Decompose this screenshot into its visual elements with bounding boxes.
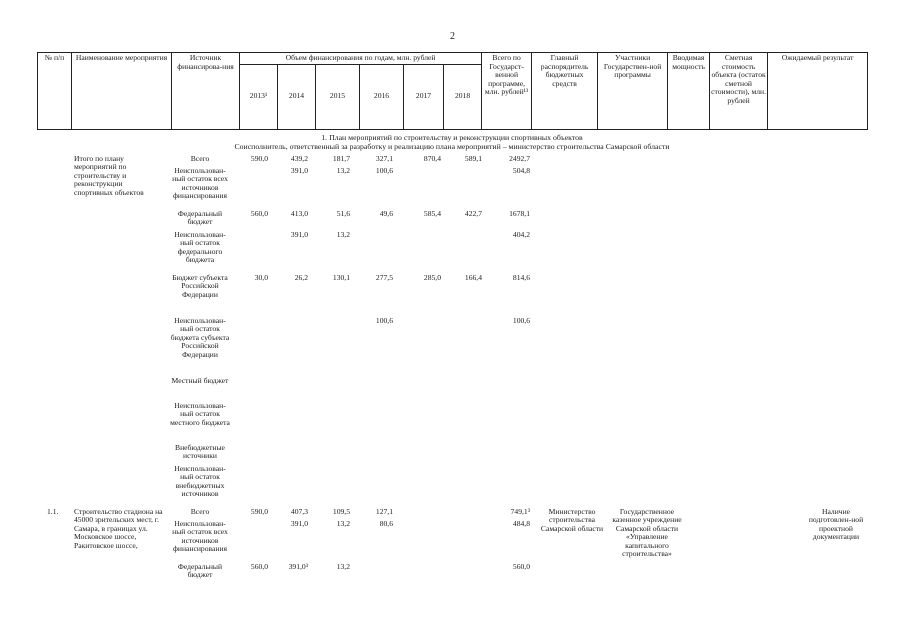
value-y2014: 413,0	[290, 209, 308, 218]
value-y2016: 100,6	[375, 316, 393, 325]
value-y2018: 166,4	[464, 273, 482, 282]
year-header: 2014	[278, 64, 316, 129]
funding-source: Неиспользован-ный остаток федерального бюджета	[174, 230, 226, 265]
value-total: 404,2	[512, 230, 530, 239]
total-label: Итого по плану мероприятий по строительству и реконструкции спортивных объектов	[74, 154, 144, 197]
value-y2015: 109,5	[332, 507, 350, 516]
value-total: 484,8	[512, 519, 530, 528]
funding-source: Федеральный бюджет	[177, 562, 223, 580]
value-y2015: 13,2	[336, 166, 350, 175]
value-y2015: 13,2	[336, 230, 350, 239]
value-y2015: 13,2	[336, 562, 350, 571]
value-y2016: 277,5	[375, 273, 393, 282]
col-result-header: Ожидаемый результат	[768, 53, 868, 130]
value-y2017: 285,0	[423, 273, 441, 282]
value-y2015: 181,7	[332, 154, 350, 163]
value-y2015: 130,1	[332, 273, 350, 282]
funding-source: Неиспользован-ный остаток местного бюджета	[170, 401, 230, 427]
col-source-header: Источник финансирова-ния	[172, 53, 240, 130]
item-admin: Министерство строительства Самарской области	[540, 507, 604, 533]
value-total: 814,6	[512, 273, 530, 282]
col-cost-header: Сметная стоимость объекта (остаток сметной стоимости), млн. рублей	[710, 53, 768, 130]
col-num-header: № п/п	[38, 53, 72, 130]
col-participants-header: Участники Государствен-ной программы	[598, 53, 668, 130]
funding-source: Внебюджетные источники	[175, 443, 225, 461]
item-name: Строительство стадиона на 45000 зрительских мест, г. Самара, в границах ул. Московское шоссе, Ракитовское шоссе,	[74, 507, 163, 550]
col-admin-header: Главный распорядитель бюджетных средств	[532, 53, 598, 130]
funding-source: Неиспользован-ный остаток всех источников финансирования	[172, 166, 228, 201]
value-y2016: 49,6	[379, 209, 393, 218]
value-y2013: 30,0	[254, 273, 268, 282]
funding-source: Федеральный бюджет	[177, 209, 223, 227]
value-total: 749,1³	[510, 507, 530, 516]
year-header: 2017	[404, 64, 444, 129]
value-y2016: 127,1	[375, 507, 393, 516]
value-y2015: 13,2	[336, 519, 350, 528]
year-header: 2018	[444, 64, 482, 129]
year-header: 2016	[360, 64, 404, 129]
value-y2014: 391,0	[290, 519, 308, 528]
table-header	[37, 52, 868, 130]
value-y2013: 560,0	[250, 209, 268, 218]
col-volume-header: Объем финансирования по годам, млн. рублей	[240, 53, 482, 65]
section-subtitle: Соисполнитель, ответственный за разработку и реализацию плана мероприятий – министерство строительства Самарской области	[234, 142, 670, 151]
year-header: 2015	[316, 64, 360, 129]
col-name-header: Наименование мероприятия	[72, 53, 172, 130]
funding-source: Неиспользован-ный остаток внебюджетных источников	[174, 464, 226, 499]
funding-source: Бюджет субъекта Российской Федерации	[172, 273, 228, 299]
item-participants: Государственное казенное учреждение Самарской области «Управление капитального строительства»	[612, 507, 682, 559]
value-y2016: 327,1	[375, 154, 393, 163]
value-y2014: 26,2	[294, 273, 308, 282]
value-y2014: 407,3	[290, 507, 308, 516]
page-number: 2	[450, 31, 455, 42]
item-result: Наличие подготовлен-ной проектной документации	[808, 507, 864, 542]
value-y2018: 589,1	[464, 154, 482, 163]
value-total: 2492,7	[509, 154, 530, 163]
value-y2018: 422,7	[464, 209, 482, 218]
value-total: 100,6	[512, 316, 530, 325]
value-y2014: 391,0	[290, 230, 308, 239]
value-total: 560,0	[512, 562, 530, 571]
funding-source: Неиспользован-ный остаток бюджета субъекта Российской Федерации	[170, 316, 230, 359]
value-y2014: 439,2	[290, 154, 308, 163]
value-y2017: 585,4	[423, 209, 441, 218]
year-header: 2013¹	[240, 64, 278, 129]
value-total: 504,8	[512, 166, 530, 175]
value-y2016: 80,6	[379, 519, 393, 528]
funding-source: Местный бюджет	[171, 376, 229, 385]
value-y2014: 391,0³	[288, 562, 308, 571]
funding-source: Неиспользован-ный остаток всех источников финансирования	[172, 519, 228, 554]
value-y2016: 100,6	[375, 166, 393, 175]
item-number: 1.1.	[47, 507, 59, 516]
value-total: 1678,1	[509, 209, 530, 218]
value-y2013: 590,0	[250, 507, 268, 516]
value-y2013: 560,0	[250, 562, 268, 571]
value-y2014: 391,0	[290, 166, 308, 175]
funding-source: Всего	[190, 507, 210, 516]
col-total-header: Всего по Государст-венной программе, млн. рублей¹³	[482, 53, 532, 130]
value-y2015: 51,6	[336, 209, 350, 218]
section-title: 1. План мероприятий по строительству и реконструкции спортивных объектов	[321, 133, 583, 142]
value-y2017: 870,4	[423, 154, 441, 163]
value-y2013: 590,0	[250, 154, 268, 163]
funding-source: Всего	[190, 154, 210, 163]
col-capacity-header: Вводимая мощность	[668, 53, 710, 130]
